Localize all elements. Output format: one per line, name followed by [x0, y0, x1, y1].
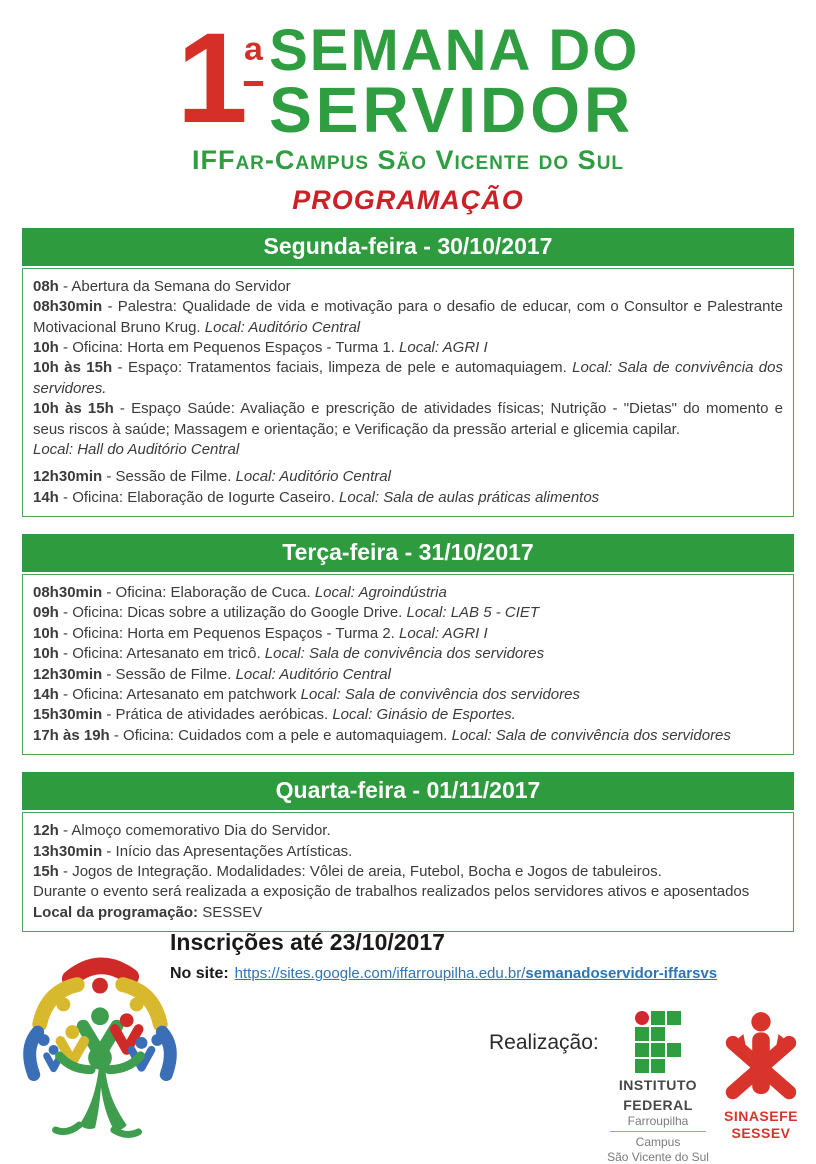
- entry-location: Local: Sala de convivência dos servidores: [300, 686, 580, 704]
- entry-text: - Almoço comemorativo Dia do Servidor.: [58, 822, 331, 840]
- schedule-entry: [33, 685, 783, 705]
- day-header: Terça-feira - 31/10/2017: [22, 534, 794, 572]
- if-divider: [610, 1131, 706, 1132]
- sinasefe-logo: [712, 1011, 810, 1142]
- entry-text: - Sessão de Filme.: [102, 468, 236, 486]
- campus-subtitle: IFFar-Campus São Vicente do Sul: [191, 144, 625, 175]
- site-url-bold: semanadoservidor-iffarsvs: [525, 965, 718, 982]
- entry-bold-label: 08h30min: [33, 298, 103, 316]
- inscriptions-deadline: Inscrições até 23/10/2017: [170, 929, 445, 955]
- schedule-entry: [33, 277, 783, 297]
- if-squares-icon: [600, 1011, 716, 1073]
- site-line: [170, 965, 717, 983]
- day-schedule-box: [22, 268, 794, 517]
- entry-bold-label: 14h: [33, 686, 59, 704]
- day-section: [22, 228, 794, 517]
- entry-bold-label: 13h30min: [33, 842, 103, 860]
- entry-bold-label: 09h: [33, 604, 59, 622]
- schedule-entry: [33, 862, 783, 882]
- schedule-entry: [33, 488, 783, 508]
- schedule-entry: [33, 583, 783, 603]
- inscriptions: [170, 929, 717, 983]
- site-url-regular: https://sites.google.com/iffarroupilha.edu.br/: [234, 965, 526, 982]
- title-number: [176, 7, 264, 150]
- entry-text: - Jogos de Integração. Modalidades: Vôlei de areia, Futebol, Bocha e Jogos de tabuleiros.: [58, 863, 662, 880]
- entry-location: Local: Auditório Central: [204, 318, 361, 336]
- schedule-entry: [33, 842, 783, 862]
- schedule-entry: [33, 399, 783, 460]
- entry-location: Local: Sala de convivência dos servidores: [451, 726, 731, 744]
- entry-text: - Oficina: Elaboração de Iogurte Caseiro.: [58, 488, 340, 506]
- entry-bold-label: 10h: [33, 645, 59, 663]
- schedule-entry: [33, 338, 783, 358]
- if-campus-label: Campus: [635, 1135, 681, 1150]
- entry-location: Local: Ginásio de Esportes.: [332, 706, 516, 724]
- entry-bold-label: 10h: [33, 624, 59, 642]
- site-label: No site:: [170, 965, 229, 982]
- schedule-entry: [33, 821, 783, 841]
- schedule-entry: [33, 644, 783, 664]
- entry-text: - Oficina: Dicas sobre a utilização do Google Drive.: [58, 604, 407, 622]
- entry-text: - Espaço Saúde: Avaliação e prescrição de atividades físicas; Nutrição - "Dietas" do momento e seus riscos à saúde; Massagem e orientação; e Verificação da pressão arterial e glicemia capilar.: [33, 400, 784, 438]
- day-header: Quarta-feira - 01/11/2017: [22, 772, 794, 810]
- schedule-entry: [33, 297, 783, 338]
- title-lines: [269, 18, 640, 146]
- entry-location: Local: Sala de aulas práticas alimentos: [339, 488, 600, 506]
- sessev-name: SESSEV: [731, 1124, 791, 1141]
- if-name-line2: FEDERAL: [623, 1096, 693, 1113]
- if-campus-name: São Vicente do Sul: [607, 1149, 709, 1164]
- entry-bold-label: 08h: [33, 277, 59, 295]
- entry-text: - Oficina: Horta em Pequenos Espaços - Turma 2.: [58, 624, 400, 642]
- schedule-entry: [33, 726, 783, 746]
- entry-text: - Oficina: Horta em Pequenos Espaços - Turma 1.: [58, 338, 400, 356]
- schedule-entry: [33, 467, 783, 487]
- event-title: [0, 7, 816, 150]
- day-section: [22, 772, 794, 932]
- entry-text: - Palestra: Qualidade de vida e motivação para o desafio de educar, com o Consultor e Palestrante Motivacional Bruno Krug.: [33, 298, 783, 336]
- if-name-line3: Farroupilha: [627, 1114, 689, 1129]
- tree-people-logo: [16, 941, 184, 1139]
- footer: [0, 913, 816, 1164]
- title-number-digit: 1: [176, 7, 244, 150]
- entry-text: - Oficina: Elaboração de Cuca.: [102, 584, 315, 602]
- entry-location: Local: Hall do Auditório Central: [33, 440, 240, 458]
- entry-text: - Sessão de Filme.: [102, 665, 236, 683]
- entry-location: Local: AGRI I: [399, 338, 488, 356]
- site-link[interactable]: [235, 965, 717, 982]
- if-name-line1: INSTITUTO: [618, 1077, 698, 1093]
- entry-location: Local: Agroindústria: [314, 584, 447, 602]
- day-section: [22, 534, 794, 755]
- entry-bold-label: 10h às 15h: [33, 400, 114, 418]
- entry-text: - Oficina: Artesanato em patchwork: [58, 686, 301, 704]
- entry-bold-label: 15h30min: [33, 706, 103, 724]
- entry-location: Local: LAB 5 - CIET: [406, 604, 540, 622]
- masthead: [0, 0, 816, 216]
- schedule-entry: [33, 882, 783, 902]
- program-heading: PROGRAMAÇÃO: [292, 184, 524, 215]
- instituto-federal-logo: [600, 1011, 716, 1164]
- entry-location: Local: Auditório Central: [235, 665, 391, 683]
- realization-label: Realização:: [489, 1031, 599, 1054]
- title-line-servidor: SERVIDOR: [269, 74, 635, 146]
- entry-text: SESSEV: [198, 903, 263, 921]
- entry-bold-label: 17h às 19h: [33, 726, 110, 744]
- day-sections: [22, 228, 794, 932]
- entry-text: - Início das Apresentações Artísticas.: [102, 842, 353, 860]
- entry-bold-label: 12h30min: [33, 468, 103, 486]
- entry-bold-label: 14h: [33, 488, 59, 506]
- schedule-entry: [33, 358, 783, 399]
- day-header: Segunda-feira - 30/10/2017: [22, 228, 794, 266]
- entry-bold-label: 10h às 15h: [33, 359, 113, 377]
- entry-location: Local: Sala de convivência dos servidores: [264, 645, 545, 663]
- entry-bold-label: 12h30min: [33, 665, 103, 683]
- day-schedule-box: [22, 574, 794, 755]
- entry-text: - Oficina: Artesanato em tricô.: [58, 645, 265, 663]
- entry-text: Durante o evento será realizada a exposição de trabalhos realizados pelos servidores ativos e aposentados: [33, 883, 750, 901]
- entry-location: Local: Auditório Central: [235, 468, 391, 486]
- entry-bold-label: 10h: [33, 338, 59, 356]
- entry-text: - Prática de atividades aeróbicas.: [102, 706, 333, 724]
- entry-location: Local: AGRI I: [399, 624, 488, 642]
- title-line-semana-do: SEMANA DO: [269, 18, 640, 83]
- entry-text: - Espaço: Tratamentos faciais, limpeza de pele e automaquiagem.: [112, 359, 573, 377]
- title-ordinal: ª: [243, 32, 264, 91]
- sinasefe-name: SINASEFE: [723, 1108, 798, 1124]
- entry-location: Local: Sala de convivência dos servidores.: [33, 359, 783, 397]
- entry-text: - Abertura da Semana do Servidor: [58, 277, 291, 295]
- entry-text: - Oficina: Cuidados com a pele e automaquiagem.: [109, 726, 452, 744]
- entry-bold-label: 15h: [33, 863, 59, 880]
- schedule-entry: [33, 603, 783, 623]
- entry-bold-label: 08h30min: [33, 584, 103, 602]
- sinasefe-figure-icon: [717, 1011, 805, 1103]
- schedule-entry: [33, 705, 783, 725]
- schedule-entry: [33, 624, 783, 644]
- entry-bold-label: 12h: [33, 822, 59, 840]
- schedule-entry: [33, 665, 783, 685]
- entry-bold-label: Local da programação:: [33, 903, 199, 921]
